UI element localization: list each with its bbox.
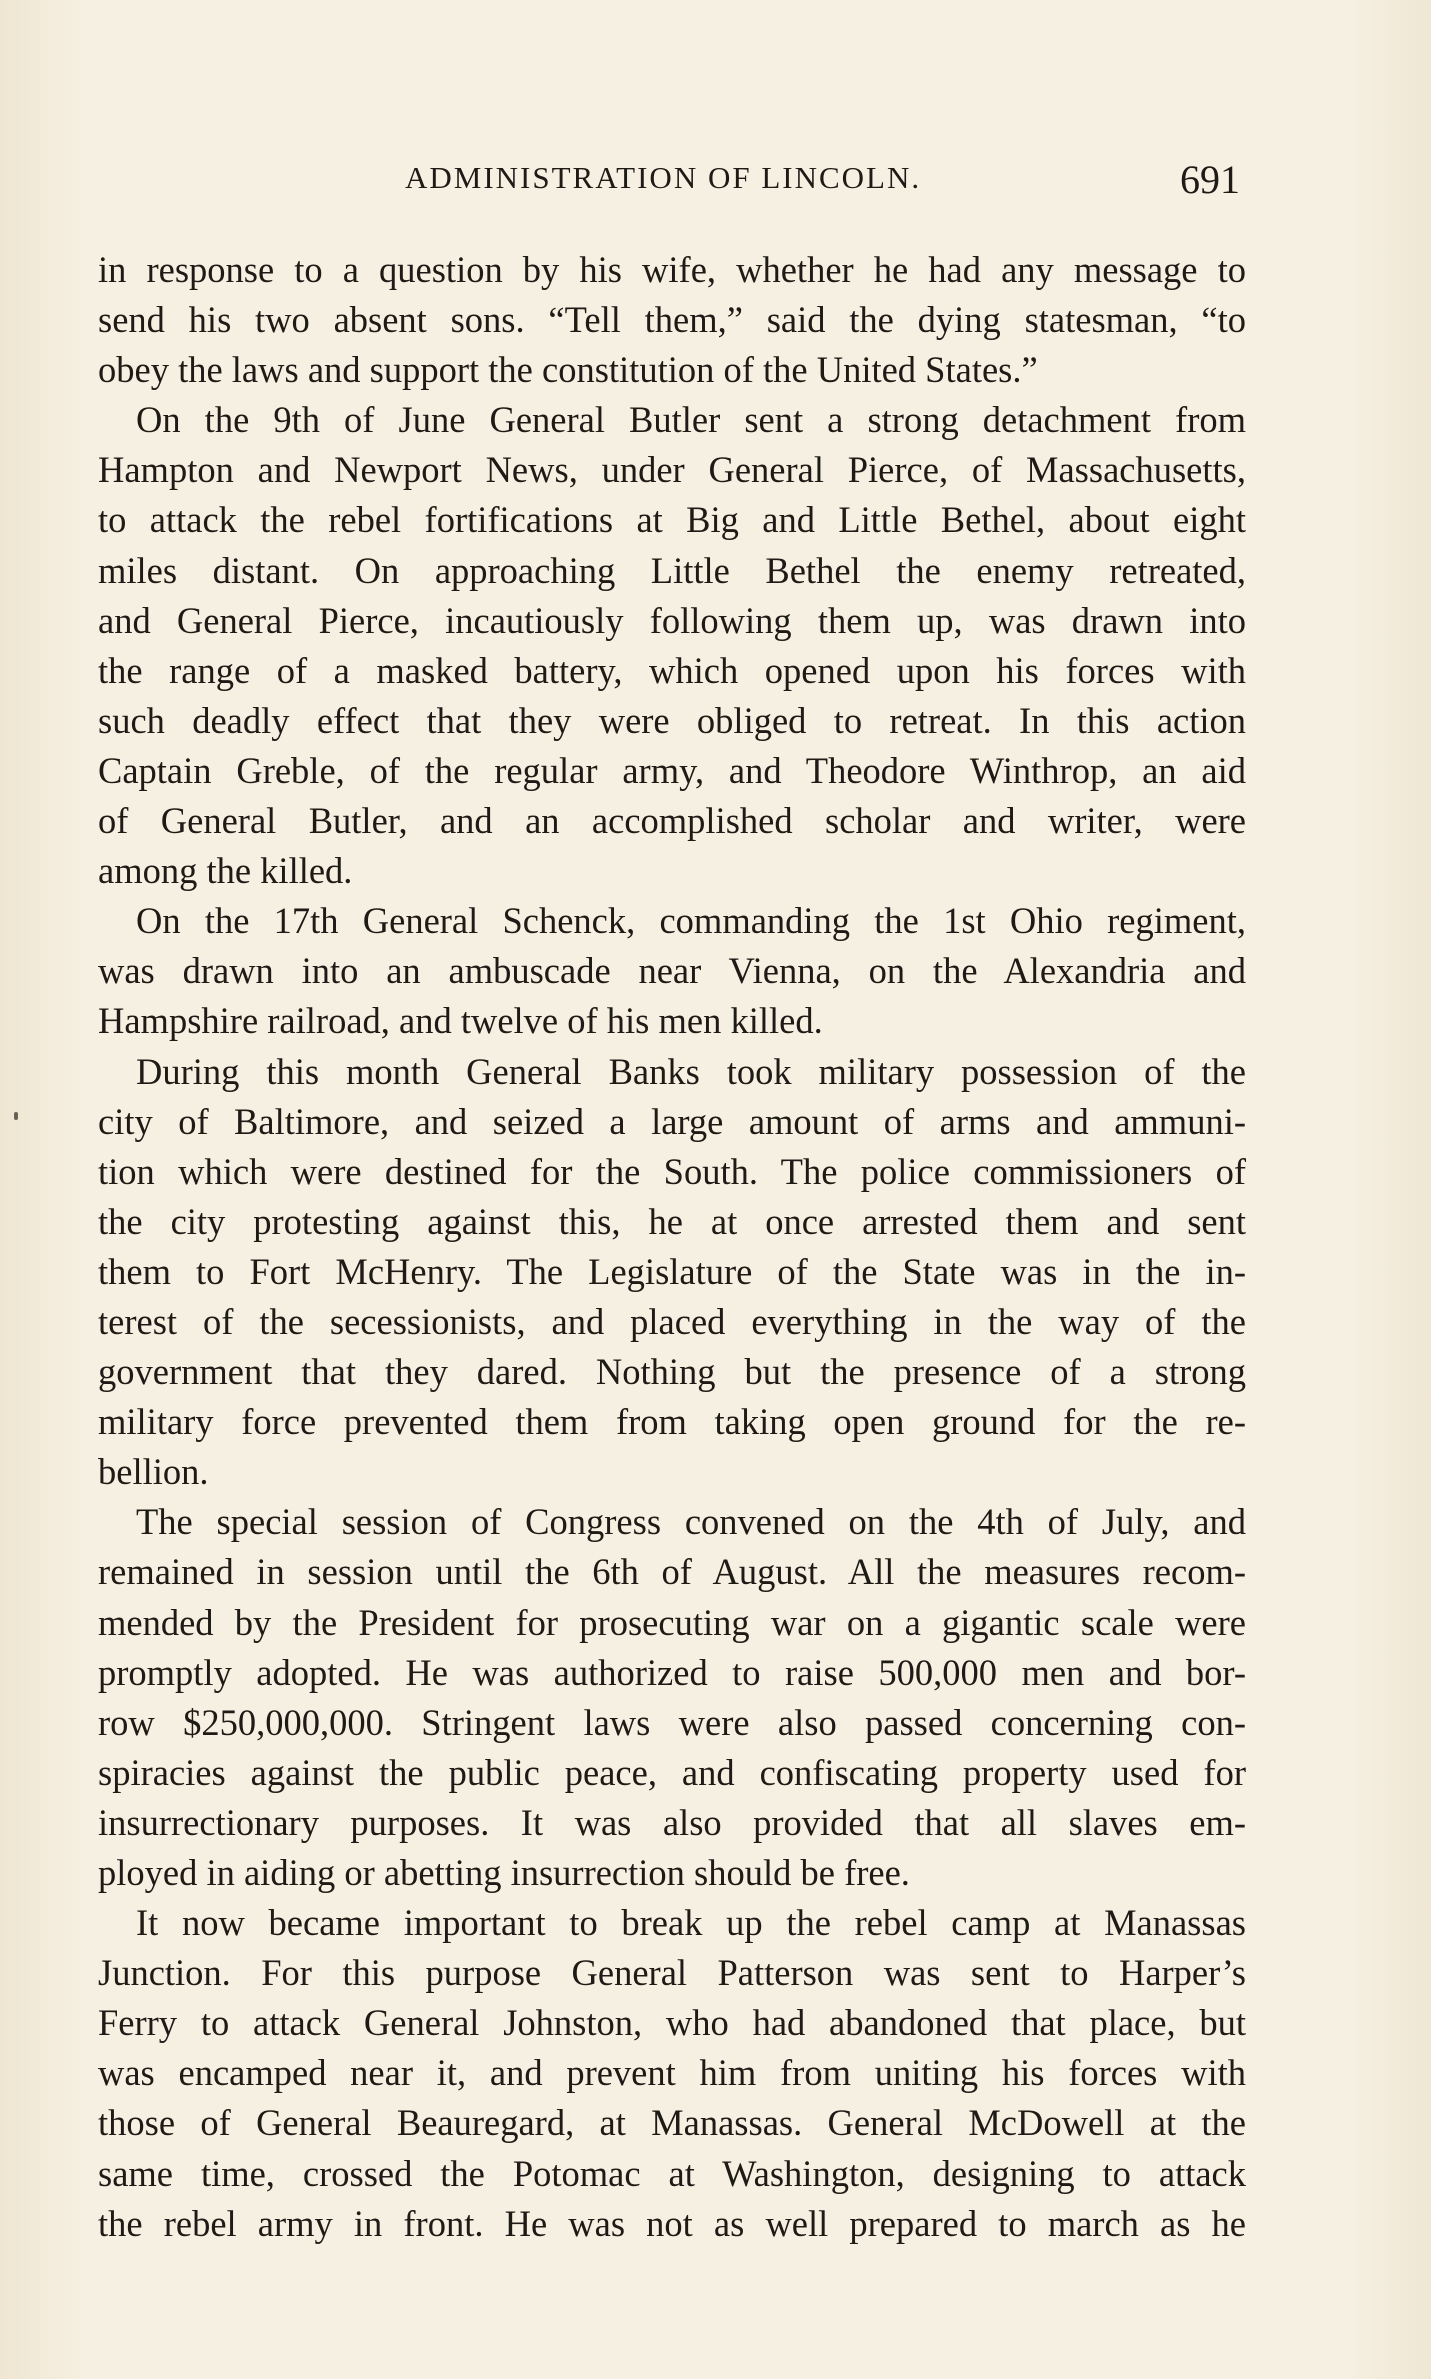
text-line: send his two absent sons. “Tell them,” said the dying statesman, “to (98, 299, 1246, 341)
text-line: spiracies against the public peace, and confiscating property used for (98, 1751, 1246, 1793)
paragraph-start-line: It now became important to break up the rebel camp at Manassas (136, 1902, 1246, 1944)
text-line: Hampton and Newport News, under General Pierce, of Massachusetts, (98, 449, 1246, 491)
body-text (98, 245, 1246, 2249)
text-line: Junction. For this purpose General Patterson was sent to Harper’s (98, 1952, 1246, 1994)
running-head: ADMINISTRATION OF LINCOLN. (405, 160, 922, 195)
text-line: to attack the rebel fortifications at Big and Little Bethel, about eight (98, 499, 1246, 541)
text-line: Hampshire railroad, and twelve of his men killed. (98, 1000, 823, 1042)
paragraph-start-line: The special session of Congress convened on the 4th of July, and (136, 1501, 1246, 1543)
text-line: such deadly effect that they were obliged to retreat. In this action (98, 699, 1246, 741)
text-line: bellion. (98, 1451, 209, 1493)
text-line: insurrectionary purposes. It was also provided that all slaves em- (98, 1801, 1246, 1843)
text-line: same time, crossed the Potomac at Washington, designing to attack (98, 2152, 1246, 2194)
text-line: government that they dared. Nothing but the presence of a strong (98, 1351, 1246, 1393)
margin-mark (14, 1112, 18, 1120)
text-line: miles distant. On approaching Little Bethel the enemy retreated, (98, 549, 1246, 591)
paragraph-start-line: On the 9th of June General Butler sent a strong detachment from (136, 399, 1246, 441)
text-line: of General Butler, and an accomplished scholar and writer, were (98, 800, 1246, 842)
page-number: 691 (1180, 157, 1240, 202)
text-line: promptly adopted. He was authorized to raise 500,000 men and bor- (98, 1651, 1246, 1693)
text-line: the city protesting against this, he at once arrested them and sent (98, 1200, 1246, 1242)
text-line: mended by the President for prosecuting war on a gigantic scale were (98, 1601, 1246, 1643)
text-line: row $250,000,000. Stringent laws were also passed concerning con- (98, 1701, 1246, 1743)
text-line: was drawn into an ambuscade near Vienna, on the Alexandria and (98, 950, 1246, 992)
text-line: was encamped near it, and prevent him from uniting his forces with (98, 2052, 1246, 2094)
text-line: and General Pierce, incautiously following them up, was drawn into (98, 599, 1246, 641)
text-line: the range of a masked battery, which opened upon his forces with (98, 649, 1246, 691)
paragraph-start-line: During this month General Banks took military possession of the (136, 1050, 1246, 1092)
text-line: Ferry to attack General Johnston, who had abandoned that place, but (98, 2002, 1246, 2044)
page-header (0, 148, 1431, 208)
text-line: among the killed. (98, 850, 353, 892)
text-line: remained in session until the 6th of August. All the measures recom- (98, 1551, 1246, 1593)
text-line: terest of the secessionists, and placed everything in the way of the (98, 1300, 1246, 1342)
text-line: obey the laws and support the constitution of the United States.” (98, 349, 1038, 391)
text-line: city of Baltimore, and seized a large amount of arms and ammuni- (98, 1100, 1246, 1142)
text-line: those of General Beauregard, at Manassas. General McDowell at the (98, 2102, 1246, 2144)
text-line: Captain Greble, of the regular army, and Theodore Winthrop, an aid (98, 749, 1246, 791)
text-line: in response to a question by his wife, whether he had any message to (98, 249, 1246, 290)
paragraph-start-line: On the 17th General Schenck, commanding the 1st Ohio regiment, (136, 900, 1246, 942)
text-line: ployed in aiding or abetting insurrection should be free. (98, 1852, 910, 1893)
text-line: the rebel army in front. He was not as well prepared to march as he (98, 2202, 1246, 2244)
text-line: military force prevented them from taking open ground for the re- (98, 1401, 1246, 1443)
text-line: them to Fort McHenry. The Legislature of the State was in the in- (98, 1250, 1246, 1292)
text-line: tion which were destined for the South. The police commissioners of (98, 1150, 1246, 1192)
